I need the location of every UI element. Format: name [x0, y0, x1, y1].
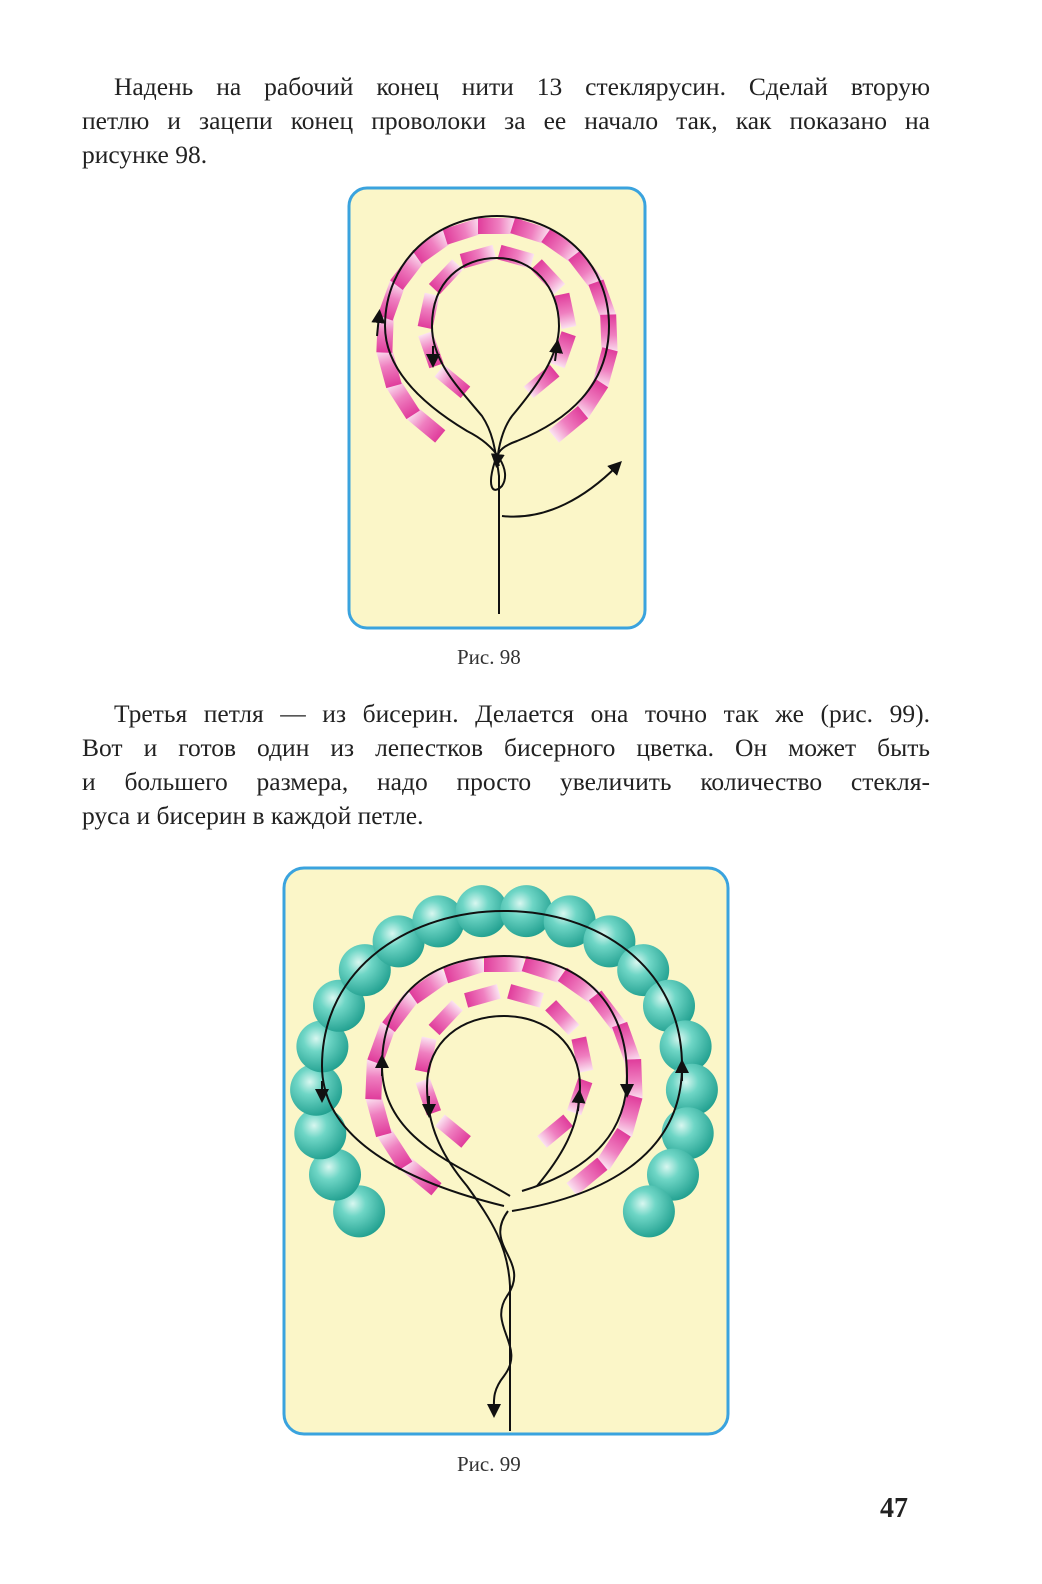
paragraph-line: Надень на рабочий конец нити 13 стеклярусин. Сделай вторую	[114, 72, 930, 101]
page-number: 47	[880, 1493, 908, 1524]
paragraph-line: Вот и готов один из лепестков бисерного цветка. Он может быть	[82, 733, 930, 762]
bugle-bead	[478, 218, 516, 234]
figure-99-illustration	[282, 866, 730, 1436]
paragraph-2	[82, 697, 930, 833]
paragraph-line: и большего размера, надо просто увеличить количество стекля-	[82, 767, 930, 796]
thread-arrow-inner-right	[578, 1096, 579, 1111]
bugle-bead	[484, 956, 524, 972]
paragraph-1	[82, 70, 930, 172]
figure-98-svg	[347, 186, 647, 630]
bugle-bead	[365, 1059, 383, 1100]
paragraph-line: руса и бисерин в каждой петле.	[82, 801, 424, 830]
figure-98-illustration	[347, 186, 647, 630]
figure-98-caption: Рис. 98	[457, 645, 521, 669]
figure-99-svg	[282, 866, 730, 1436]
paragraph-line: Третья петля — из бисерин. Делается она точно так же (рис. 99).	[114, 699, 930, 728]
round-bead	[623, 1185, 675, 1237]
figure-panel	[349, 188, 645, 628]
figure-99-caption: Рис. 99	[457, 1452, 521, 1476]
paragraph-line: рисунке 98.	[82, 140, 208, 169]
paragraph-line: петлю и зацепи конец проволоки за ее начало так, как показано на	[82, 106, 930, 135]
